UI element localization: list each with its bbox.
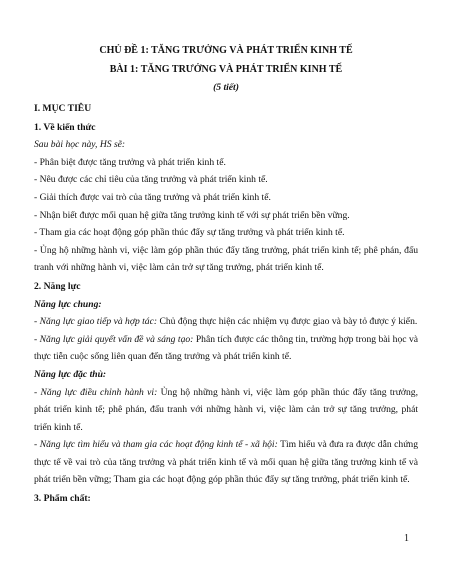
competence-label: - Năng lực giao tiếp và hợp tác:	[34, 316, 158, 328]
lesson-duration: (5 tiết)	[213, 82, 239, 93]
competence-item	[34, 384, 418, 437]
competence-label: - Năng lực điều chỉnh hành vi:	[34, 386, 158, 398]
knowledge-item: - Giải thích được vai trò của tăng trưởng và phát triển kinh tế.	[34, 191, 271, 203]
knowledge-intro: Sau bài học này, HS sẽ:	[34, 139, 126, 151]
competence-label: - Năng lực tìm hiểu và tham gia các hoạt động kinh tế - xã hội:	[34, 439, 278, 451]
competence-text: Chủ động thực hiện các nhiệm vụ được giao và bày tỏ được ý kiến.	[157, 316, 418, 328]
document-title-line1: CHỦ ĐỀ 1: TĂNG TRƯỞNG VÀ PHÁT TRIỂN KINH TẾ	[99, 45, 353, 56]
competence-heading: 2. Năng lực	[34, 280, 81, 292]
competence-item	[34, 331, 418, 366]
knowledge-item: - Nhận biết được mối quan hệ giữa tăng trưởng kinh tế với sự phát triển bền vững.	[34, 209, 350, 221]
competence-text: Tìm hiểu và đưa ra được dẫn chứng thực tế về vai trò của tăng trưởng và phát triển kinh tế và mối quan hệ giữa tăng trưởng kinh tế và phát triển bền vững; Tham gia các hoạt động góp phần thúc đẩy sự tăng trưởng, phát triển kinh tế.	[34, 439, 418, 486]
knowledge-item: - Nêu được các chỉ tiêu của tăng trưởng và phát triển kinh tế.	[34, 174, 268, 186]
document-body	[34, 42, 418, 508]
page-number: 1	[404, 533, 409, 544]
competence-item	[34, 313, 418, 331]
knowledge-heading: 1. Về kiến thức	[34, 121, 96, 133]
section-objectives-heading: I. MỤC TIÊU	[34, 103, 92, 114]
knowledge-item: - Ủng hộ những hành vi, việc làm góp phần thúc đẩy tăng trưởng, phát triển kinh tế; phê phán, đấu tranh với những hành vi, việc làm cản trở sự tăng trưởng, phát triển kinh tế.	[34, 244, 418, 274]
competence-text: Ủng hộ những hành vi, việc làm góp phần thúc đẩy tăng trưởng, phát triển kinh tế; phê phán, đấu tranh với những hành vi, việc làm cản trở sự tăng trưởng, phát triển kinh tế.	[34, 386, 418, 433]
qualities-heading: 3. Phẩm chất:	[34, 493, 91, 505]
specific-competence-heading: Năng lực đặc thù:	[34, 368, 107, 380]
competence-item	[34, 436, 418, 489]
knowledge-item: - Tham gia các hoạt động góp phần thúc đẩy sự tăng trưởng và phát triển kinh tế.	[34, 227, 345, 239]
competence-label: - Năng lực giải quyết vấn đề và sáng tạo:	[34, 333, 194, 345]
competence-text: Phân tích được các thông tin, trường hợp trong bài học và thực tiễn cuộc sống liên quan đến tăng trưởng và phát triển kinh tế.	[34, 333, 419, 363]
document-title-line2: BÀI 1: TĂNG TRƯỞNG VÀ PHÁT TRIỂN KINH TẾ	[109, 63, 343, 75]
knowledge-item: - Phân biệt được tăng trưởng và phát triển kinh tế.	[34, 156, 226, 168]
general-competence-heading: Năng lực chung:	[34, 298, 102, 310]
